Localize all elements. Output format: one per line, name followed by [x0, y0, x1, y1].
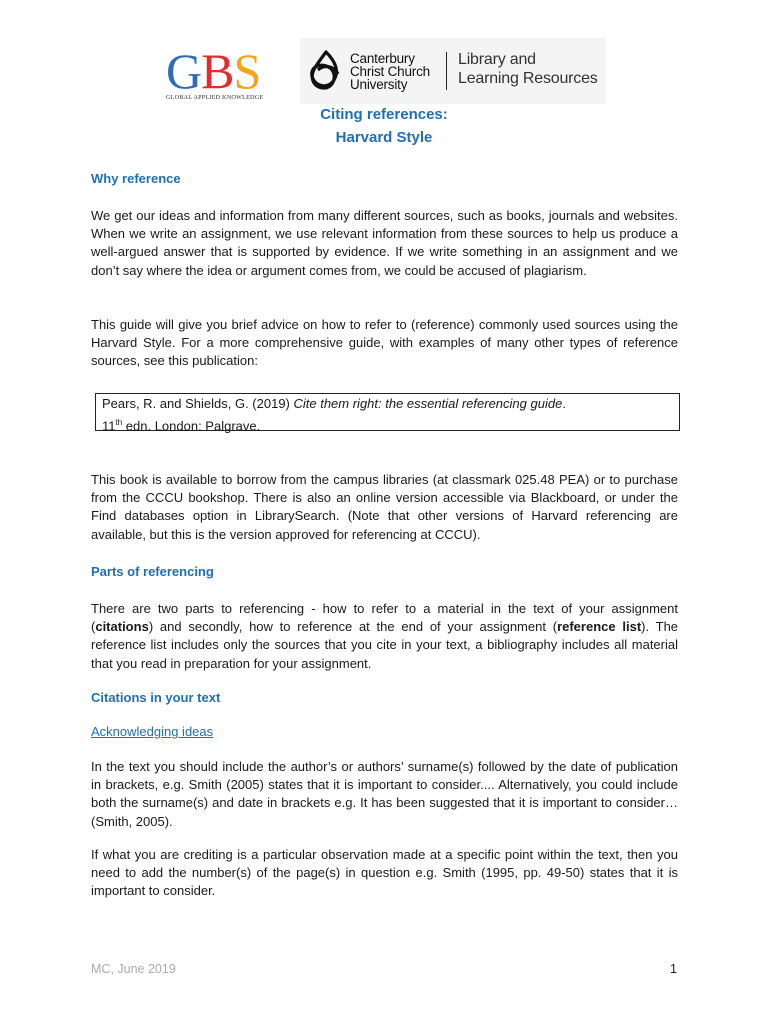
ref-edition: 11: [102, 417, 116, 433]
ref-publisher: edn. London: Palgrave.: [122, 417, 261, 433]
page-number: 1: [670, 962, 677, 976]
document-title-line1: Citing references:: [320, 106, 448, 123]
library-name: Library and Learning Resources: [458, 51, 598, 87]
why-paragraph-2: This guide will give you brief advice on how to refer to (reference) commonly used sources using the Harvard Style. For a more comprehensive guide, with examples of many other types of reference sources, see this publication:: [91, 317, 678, 369]
availability-paragraph: This book is available to borrow from the campus libraries (at classmark 025.48 PEA) or to purchase from the CCCU bookshop. There is also an online version accessible via Blackboard, or under the Find databases option in LibrarySearch. (Note that other versions of Harvard referencing are available, but this is the version approved for referencing at CCCU).: [91, 472, 678, 542]
gbs-letter-s: S: [233, 43, 261, 99]
heading-citations: Citations in your text: [91, 690, 221, 705]
subheading-acknowledging-ideas: Acknowledging ideas: [91, 724, 214, 739]
cccu-knot-icon: [304, 48, 348, 92]
gbs-letter-b: B: [201, 43, 234, 99]
ref-book-title: Cite them right: the essential referencing guide: [293, 396, 563, 411]
citations-paragraph-1: In the text you should include the author’s or authors’ surname(s) followed by the date of publication in brackets, e.g. Smith (2005) states that it is important to consider.... Alternatively, you could include both the surname(s) and date in brackets e.g. It has been suggested that it is important to consider… (Smith, 2005).: [91, 759, 678, 829]
reference-box: Pears, R. and Shields, G. (2019) Cite them right: the essential referencing guide. 11th edn. London: Palgrave.: [95, 393, 680, 431]
gbs-tagline: GLOBAL APPLIED KNOWLEDGE: [166, 94, 264, 101]
document-title-line2: Harvard Style: [335, 129, 433, 146]
cccu-university-name: Canterbury Christ Church University: [350, 51, 430, 92]
heading-why-reference: Why reference: [91, 171, 181, 186]
ref-authors: Pears, R. and Shields, G. (2019): [102, 396, 294, 411]
footer-author-date: MC, June 2019: [91, 962, 176, 976]
why-paragraph-1: We get our ideas and information from many different sources, such as books, journals and websites. When we write an assignment, we use relevant information from these sources to help us produce a well-argued answer that is supported by evidence. If we write something in an assignment and we don’t say where the idea or argument comes from, we could be accused of plagiarism.: [91, 208, 678, 278]
logo-divider: [446, 52, 447, 90]
gbs-logo: [166, 43, 290, 101]
parts-paragraph: There are two parts to referencing - how to refer to a material in the text of your assignment (citations) and secondly, how to reference at the end of your assignment (reference list). The reference list includes only the sources that you cite in your text, a bibliography includes all material that you read in preparation for your assignment.: [91, 601, 679, 671]
heading-parts-of-referencing: Parts of referencing: [91, 564, 214, 579]
citations-paragraph-2: If what you are crediting is a particular observation made at a specific point within the text, then you need to add the number(s) of the page(s) in question e.g. Smith (1995, pp. 49-50) states that it is important to consider.: [91, 847, 678, 899]
gbs-letter-g: G: [166, 43, 202, 99]
cccu-logo: [300, 38, 606, 104]
